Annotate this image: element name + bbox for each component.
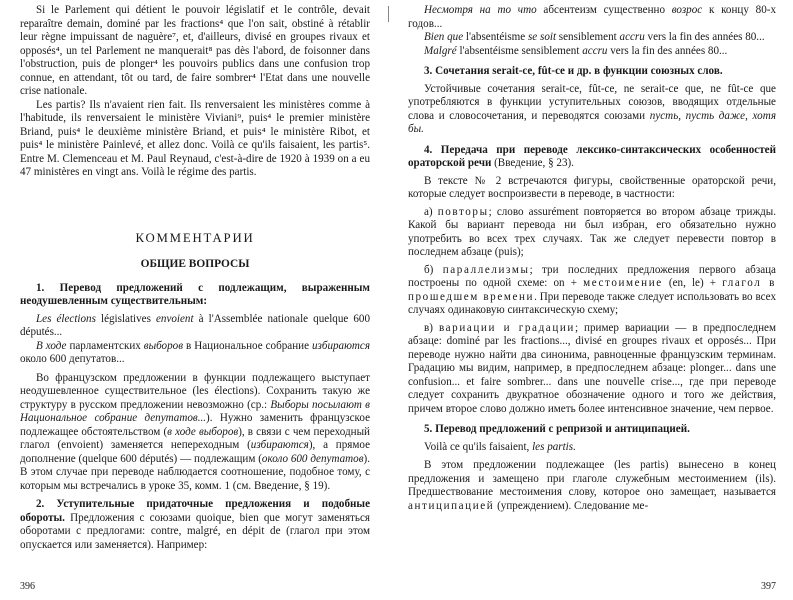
right-page bbox=[408, 4, 776, 596]
item-b-parallelisms: б) параллелизмы; три последних предложения первого абзаца построены по одной схеме: on + местоимение (en, le) + глагол в прошедшем времени. При переводе также следует использовать во всех случаях одинаковую синтаксическую схему; bbox=[408, 263, 776, 316]
item-c-variations: в) вариации и градации; пример вариации — в предпоследнем абзаце: dominé par les fractions..., divisé en groupes rivaux et opposés... При переводе нужно найти два синонима, равноценные французским терминам. Градацию мы видим, например, в предпоследнем абзаце: plonger... dans une confusion... et faire sombrer... dans une nouvelle crise..., где при переводе следует сохранить двукратное обозначение одного и того же действия, причем второе слово должно иметь более интенсивное значение, чем первое. bbox=[408, 321, 776, 415]
section-5-body: В этом предложении подлежащее (les partis) вынесено в конец предложения и замещено при глаголе служебным местоимением (ils). Предшествование местоимения слову, которое оно замещает, называется антиципацией (упреждением). Следование ме- bbox=[408, 459, 776, 512]
gutter-line bbox=[388, 6, 389, 22]
section-4-title: 4. Передача при переводе лексико-синтаксических особенностей ораторской речи (Введение, § 23). bbox=[408, 143, 776, 169]
section-1-example-fr: Les élections législatives envoient à l'Assemblée nationale quelque 600 députés... bbox=[20, 312, 370, 338]
section-5-title: 5. Перевод предложений с репризой и антиципацией. bbox=[424, 423, 690, 435]
section-3-title: 3. Сочетания serait-ce, fût-ce и др. в функции союзных слов. bbox=[424, 65, 723, 77]
example-fr-bien-que: Bien que l'absentéisme se soit sensiblement accru vers la fin des années 80... bbox=[424, 31, 765, 43]
comments-heading: КОММЕНТАРИИ bbox=[135, 230, 255, 245]
section-2-title: 2. Уступительные придаточные предложения и подобные обороты. bbox=[20, 498, 370, 524]
french-paragraph-2: Les partis? Ils n'avaient rien fait. Ils renversaient les ministères comme à l'habitude, ils renversaient le ministère Viviani⁹, puis⁴ le premier ministère Briand, puis⁴ le deuxième ministère Briand, et puis⁴ le ministère Ribot, et puis⁴ le ministère Painlevé, et allez donc. Voilà ce qu'ils faisaient, les partis⁵. Entre M. Clemenceau et M. Paul Reynaud, c'est-à-dire de 1920 à 1939 on a eu 47 ministères en vingt ans. Voilà le régime des partis. bbox=[20, 98, 370, 178]
page-number-left: 396 bbox=[20, 581, 35, 592]
section-3-body: Устойчивые сочетания serait-ce, fût-ce, ne serait-ce que, ne fût-ce que употребляются в функции уступительных союзов, вводящих отдельные слова и словосочетания, и переводятся союзами пусть, пусть даже, хотя бы. bbox=[408, 82, 776, 135]
section-5-example: Voilà ce qu'ils faisaient, les partis. bbox=[424, 440, 576, 453]
section-4-intro: В тексте № 2 встречаются фигуры, свойственные ораторской речи, которые следует воспроизвести в переводе, в частности: bbox=[408, 174, 776, 200]
section-1-body: Во французском предложении в функции подлежащего выступает неодушевленное существительное (les élections). Сохранить такую же структуру в русском предложении невозможно (ср.: Выборы посылают в Национальное собрание депутатов...). Нужно заменить французское подлежащее обстоятельством (в ходе выборов), в связи с чем переходный глагол (envoient) заменяется непереходным (избираются), а прямое дополнение (quelque 600 députés) — подлежащим (около 600 депутатов). В этом случае при переводе наблюдается соотношение, подобное тому, с которым мы встречались в уроке 35, комм. 1 (см. Введение, § 19). bbox=[20, 371, 370, 492]
item-a-repetitions: а) повторы; слово assurément повторяется во втором абзаце трижды. Какой бы вариант перевода ни был избран, его обязательно нужно употребить во всех трех случаях. Так же следует перевести повтор в последнем абзаце (puis); bbox=[408, 205, 776, 258]
section-2-paragraph: 2. Уступительные придаточные предложения и подобные обороты. Предложения с союзами quoique, bien que могут заменяться оборотами с предлогами: contre, malgré, en dépit de (глагол при этом опускается или заменяется). Например: bbox=[20, 498, 370, 551]
page-number-right: 397 bbox=[761, 581, 776, 592]
example-fr-malgre: Malgré l'absentéisme sensiblement accru vers la fin des années 80... bbox=[424, 44, 728, 57]
general-questions-heading: ОБЩИЕ ВОПРОСЫ bbox=[140, 258, 250, 270]
example-ru-concessive: Несмотря на то что абсентеизм существенно возрос к концу 80-х годов... bbox=[408, 4, 776, 30]
french-paragraph-1: Si le Parlement qui détient le pouvoir législatif et le contrôle, devait reparaître demain, dominé par les fractions⁴ que l'on sait, obstiné à rétablir leur règne impuissant de naguère⁷, et, d'ailleurs, divisé en groupes rivaux et opposés⁴, un tel Parlement ne manquerait⁸ pas dès l'abord, de foisonner dans l'obstruction, puis de plonger⁴ les pouvoirs publics dans une confusion trop connue, en attendant, tôt ou tard, de faire sombrer⁴ l'Etat dans une nouvelle crise nationale. bbox=[20, 4, 370, 97]
section-1-example-ru: В ходе парламентских выборов в Национальное собрание избираются около 600 депутатов... bbox=[20, 339, 370, 365]
left-page bbox=[20, 4, 370, 596]
section-1-title: 1. Перевод предложений с подлежащим, выраженным неодушевленным существительным: bbox=[20, 281, 370, 307]
